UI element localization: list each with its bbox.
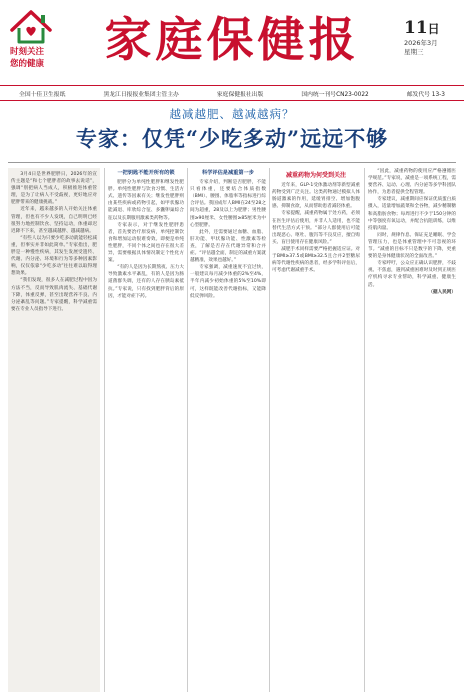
column-divider: [187, 168, 188, 692]
slogan-line-1: 时刻关注: [10, 47, 45, 57]
date-year-month: 2026年3月: [404, 39, 438, 47]
info-publisher: 家庭保健报社出版: [216, 91, 264, 98]
paragraph: 专家强调，减重速度不宜过快，一般建议每月减少体重的2%至4%，半年内减少初始体重的5%至10%即可，这样既能改善代谢指标，又能降低反弹风险。: [190, 265, 266, 299]
column-divider: [269, 168, 270, 692]
paragraph: 专家提醒，减重药物属于处方药，必须在医生评估后使用，并非人人适用，也不能替代生活方式干预。“部分人群使用后可能出现恶心、呕吐、腹泻等不良反应，擅自购买、盲目使用存在健康风险。”: [272, 211, 360, 245]
paragraph: 近年来，越来越多的人开始关注体重管理，但也有不少人发现，自己明明已经很努力地控制饮食、坚持运动，体重却迟迟降不下来，甚至越减越胖、越减越病。: [11, 207, 97, 234]
info-bar: [0, 85, 464, 101]
paragraph: 同时，规律作息、保证充足睡眠、学会管理压力，也是体重管理中不可忽视的环节。“减重的目标不只是数字的下降，更重要的是身体健康状况的全面改善。”: [368, 232, 456, 260]
article-column-5: [368, 168, 456, 692]
info-issn: 国内统一刊号CN23-0022: [301, 91, 369, 98]
paragraph: “我们发现，很多人在减肥过程中因为方法不当，反而导致肌肉流失、基础代谢下降，体重反弹，甚至出现营养不良、内分泌紊乱等问题。”专家提醒，科学减重需要在专业人员指导下进行。: [11, 278, 97, 312]
paragraph: 此外，还需要通过血糖、血脂、肝功能、甲状腺功能、性激素等检查，了解是否存在代谢异常和合并症。“评估越全面，制定的减重方案就越精准，效果也越好。”: [190, 229, 266, 264]
paragraph: “因此，减重药物的使用应严格遵循医学规范。”专家说，减重是一项系统工程，需要营养、运动、心理、内分泌等多学科团队协作，为患者提供全程管理。: [368, 169, 456, 196]
info-award: 全国十佳卫生报纸: [19, 91, 66, 98]
column-divider: [104, 168, 105, 692]
date-day: 11: [404, 18, 428, 38]
headline-divider: [8, 162, 456, 163]
paragraph: “有的人是因为长期熬夜、压力大导致激素水平紊乱，有的人是因为肠道菌群失调，还有的人存在胰岛素抵抗。”专家说，只有找到肥胖背后的原因，才能对症下药。: [108, 265, 184, 299]
newspaper-title: 家庭保健报: [104, 13, 360, 68]
paragraph: 专家介绍，判断是否肥胖，不能只看体重，还要结合体质指数（BMI）、腰围、体脂率等指标进行综合评估。我国成年人BMI在24至28之间为超重，28及以上为肥胖；男性腰围≥90厘米、女性腰围≥85厘米为中心型肥胖。: [190, 180, 266, 228]
slogan-line-2: 您的健康: [10, 59, 45, 69]
section-subheading: 一把钥匙不能开所有的锁: [117, 170, 175, 176]
date-day-line: [404, 18, 460, 39]
section-subheading: 科学评估是减重第一步: [202, 170, 254, 176]
article-column-3: [190, 168, 266, 692]
issue-date: [404, 18, 460, 57]
section-subheading: 减重药物为何受到关注: [285, 172, 346, 179]
column-divider: [364, 168, 365, 692]
paragraph: 近年来，GLP-1受体激动剂等新型减重药物受到广泛关注。这类药物通过模拟人体肠道激素的作用，延缓胃排空、增加饱腹感、抑制食欲，从而帮助患者减轻体重。: [272, 183, 360, 210]
article-kicker: 越减越肥、越减越病？: [169, 107, 295, 121]
article-column-4: [272, 168, 360, 692]
article-headline: 专家：仅凭“少吃多动”远远不够: [75, 126, 389, 151]
paragraph: 专家表示，对于继发性肥胖患者，首先要治疗原发病，单纯控制饮食和增加运动很难奏效。即便是单纯性肥胖，不同个体之间也存在很大差异，需要根据具体情况制定个性化方案。: [108, 222, 184, 264]
paragraph: 肥胖分为单纯性肥胖和继发性肥胖。单纯性肥胖与饮食习惯、生活方式、遗传等因素有关；继发性肥胖则由某些疾病或药物引起，如甲状腺功能减退、库欣综合征、多囊卵巢综合征以及长期服用激素类药物等。: [108, 180, 184, 221]
paragraph: 专家建议，减重期间应保证优质蛋白质摄入，适量增加蔬菜和全谷物，减少精制糖和高脂肪食物；每周进行不少于150分钟的中等强度有氧运动，并配合抗阻训练，以维持肌肉量。: [368, 197, 456, 231]
article-source: （据人民网）: [428, 289, 456, 295]
info-postal-code: 邮发代号 13-3: [406, 91, 445, 98]
masthead-slogan: [10, 46, 80, 70]
article-column-2: [108, 168, 184, 692]
paragraph: 3月4日是世界肥胖日，2026年的宣传主题是“和七个肥胖者的故事去说话”，强调“别把病人当成人，积极推进体重管理，是为了让病人不受歧视，更好地应对肥胖带来的健康挑战。”: [11, 172, 97, 206]
info-sponsor: 黑龙江日报报业集团主管主办: [103, 91, 179, 98]
date-day-unit: 日: [427, 22, 440, 36]
house-logo-icon: [8, 8, 54, 46]
article-column-1: [8, 168, 100, 692]
paragraph: 专家呼吁，公众应正确认识肥胖，不歧视、不焦虑，遇到减重困难时及时到正规医疗机构寻求专业帮助，科学减重、健康生活。: [368, 261, 456, 288]
date-weekday: 星期三: [404, 48, 424, 56]
paragraph: “有些人以为只要少吃多动就能轻松减重，但事实并非如此简单。”专家指出，肥胖是一种慢性疾病，其发生发展受遗传、代谢、内分泌、环境和行为等多种因素影响，仅仅依靠“少吃多动”往往难以取得理想效果。: [11, 235, 97, 277]
masthead: [0, 0, 464, 88]
paragraph: 减肥手术同样需要严格把握适应证。对于BMI≥37.5或BMI≥32.5且合并2型糖尿病等代谢性疾病的患者，经多学科评估后，可考虑代谢减重手术。: [272, 246, 360, 274]
